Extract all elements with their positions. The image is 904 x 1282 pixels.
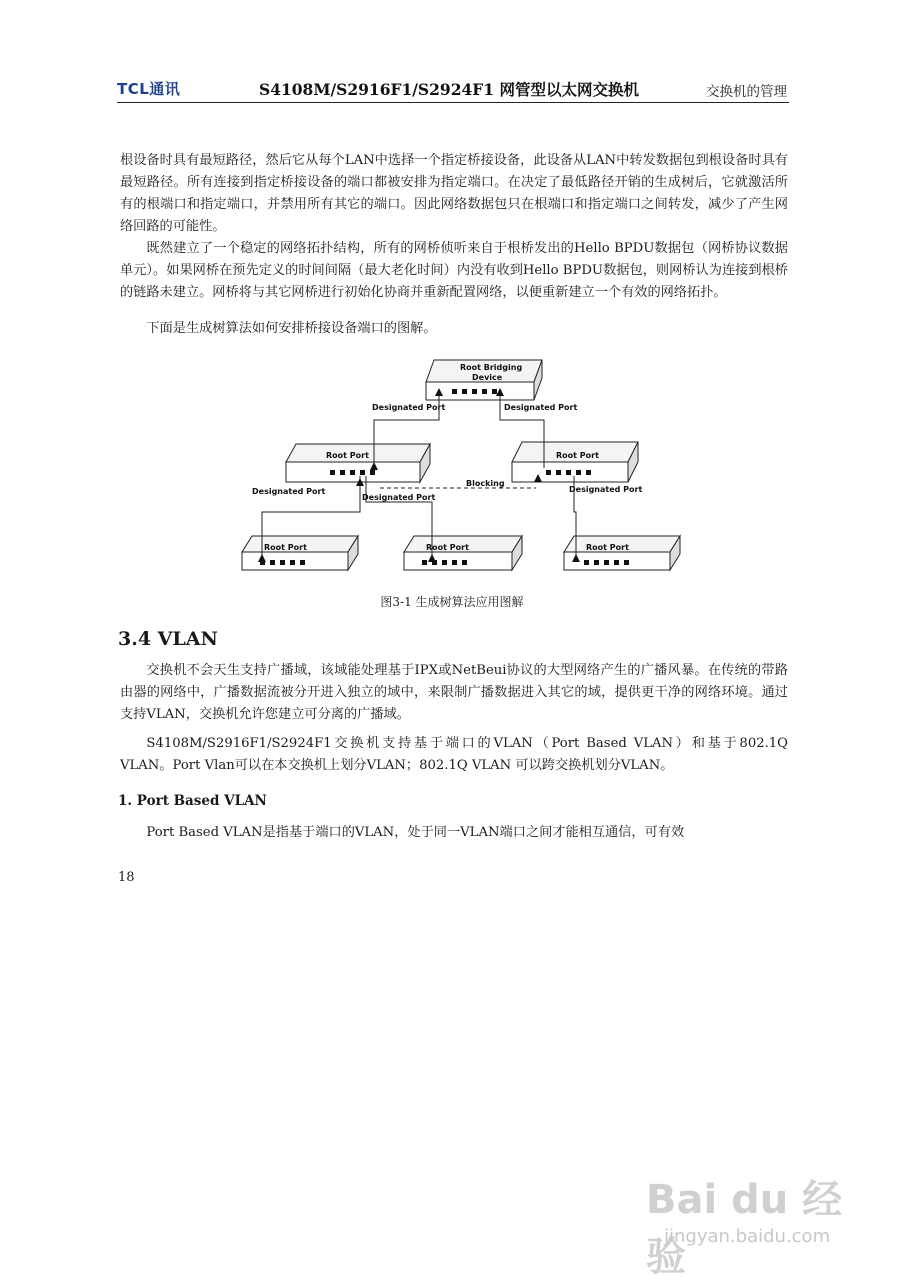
middle-switch-right: [512, 442, 638, 482]
paragraph-1: 根设备时具有最短路径，然后它从每个LAN中选择一个指定桥接设备，此设备从LAN中转发数据包到根设备时具有最短路径。所有连接到指定桥接设备的端口都被安排为指定端口。在决定了最低路径开销的生成树后，它就激活所有的根端口和指定端口，并禁用所有其它的端口。因此网络数据包只在根端口和指定端口之间转发，减少了产生网络回路的可能性。: [120, 153, 788, 234]
root-port-label-2: Root Port: [556, 451, 599, 460]
section-title: 3.4 VLAN: [118, 628, 218, 650]
watermark-brand: Bai du 经验: [646, 1177, 843, 1280]
chapter-title: 交换机的管理: [706, 84, 787, 100]
tcl-logo: TCL通讯: [117, 80, 181, 98]
document-title: S4108M/S2916F1/S2924F1 网管型以太网交换机: [259, 80, 639, 99]
designated-port-label-3: Designated Port: [252, 487, 326, 496]
page-number: 18: [118, 870, 135, 885]
root-port-label-5: Root Port: [586, 543, 629, 552]
bottom-switch-1: [242, 536, 358, 570]
blocking-label: Blocking: [466, 479, 505, 488]
bottom-switch-3: [564, 536, 680, 570]
page-header: [117, 74, 789, 103]
designated-port-label-2: Designated Port: [504, 403, 578, 412]
bottom-switch-2: [404, 536, 522, 570]
root-bridge-switch: [426, 360, 542, 400]
middle-switch-left: [286, 444, 430, 482]
baidu-watermark: [646, 1150, 856, 1280]
paragraph-5: S4108M/S2916F1/S2924F1交换机支持基于端口的VLAN（Port Based VLAN）和基于802.1Q VLAN。Port Vlan可以在本交换机上划分VLAN；802.1Q VLAN 可以跨交换机划分VLAN。: [120, 736, 788, 773]
root-port-label-1: Root Port: [326, 451, 369, 460]
designated-port-label-5: Designated Port: [569, 485, 643, 494]
designated-port-label-1: Designated Port: [372, 403, 446, 412]
paragraph-3: 下面是生成树算法如何安排桥接设备端口的图解。: [146, 321, 437, 336]
designated-port-label-4: Designated Port: [362, 493, 436, 502]
paragraph-6: Port Based VLAN是指基于端口的VLAN，处于同一VLAN端口之间才能相互通信，可有效: [146, 825, 685, 840]
paragraph-2: 既然建立了一个稳定的网络拓扑结构，所有的网桥侦听来自于根桥发出的Hello BPDU数据包（网桥协议数据单元）。如果网桥在预先定义的时间间隔（最大老化时间）内没有收到Hello BPDU数据包，则网桥认为连接到根桥的链路未建立。网桥将与其它网桥进行初始化协商并重新配置网络，以便重新建立一个有效的网络拓扑。: [120, 241, 788, 300]
watermark-url: jingyan.baidu.com: [664, 1226, 831, 1247]
figure-caption: 图3-1 生成树算法应用图解: [380, 595, 524, 609]
root-port-label-3: Root Port: [264, 543, 307, 552]
paragraph-4: 交换机不会天生支持广播域，该域能处理基于IPX或NetBeui协议的大型网络产生的广播风暴。在传统的带路由器的网络中，广播数据流被分开进入独立的域中，来限制广播数据进入其它的域，提供更干净的网络环境。通过支持VLAN，交换机允许您建立可分离的广播域。: [120, 663, 788, 722]
root-bridge-label-2: Device: [472, 373, 503, 382]
root-bridge-label-1: Root Bridging: [460, 363, 523, 372]
spanning-tree-diagram: [234, 352, 684, 582]
subsection-title: 1. Port Based VLAN: [118, 793, 267, 809]
root-port-label-4: Root Port: [426, 543, 469, 552]
